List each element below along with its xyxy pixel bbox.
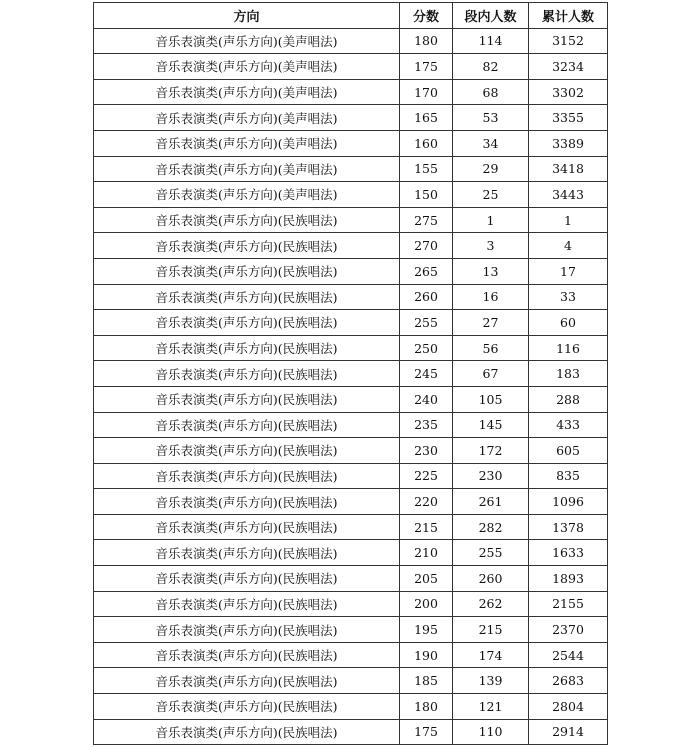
score-distribution-table — [93, 2, 608, 745]
cell-segment-count: 139 — [453, 668, 529, 694]
cell-cumulative-count: 183 — [529, 361, 608, 387]
cell-segment-count: 230 — [453, 463, 529, 489]
cell-segment-count: 56 — [453, 335, 529, 361]
table-row — [94, 514, 608, 540]
table-row — [94, 642, 608, 668]
cell-score: 265 — [400, 258, 453, 284]
cell-direction: 音乐表演类(声乐方向)(民族唱法) — [94, 489, 400, 515]
cell-direction: 音乐表演类(声乐方向)(美声唱法) — [94, 156, 400, 182]
cell-direction: 音乐表演类(声乐方向)(民族唱法) — [94, 591, 400, 617]
table-row — [94, 719, 608, 745]
cell-cumulative-count: 3302 — [529, 79, 608, 105]
cell-segment-count: 16 — [453, 284, 529, 310]
cell-cumulative-count: 2370 — [529, 617, 608, 643]
cell-segment-count: 29 — [453, 156, 529, 182]
cell-segment-count: 105 — [453, 386, 529, 412]
cell-score: 155 — [400, 156, 453, 182]
cell-direction: 音乐表演类(声乐方向)(美声唱法) — [94, 54, 400, 80]
cell-segment-count: 262 — [453, 591, 529, 617]
cell-cumulative-count: 2544 — [529, 642, 608, 668]
cell-score: 215 — [400, 514, 453, 540]
table-row — [94, 28, 608, 54]
cell-direction: 音乐表演类(声乐方向)(民族唱法) — [94, 540, 400, 566]
cell-direction: 音乐表演类(声乐方向)(美声唱法) — [94, 28, 400, 54]
cell-segment-count: 82 — [453, 54, 529, 80]
cell-score: 210 — [400, 540, 453, 566]
cell-score: 270 — [400, 233, 453, 259]
cell-cumulative-count: 288 — [529, 386, 608, 412]
header-direction: 方向 — [94, 3, 400, 29]
table-row — [94, 79, 608, 105]
table-row — [94, 361, 608, 387]
table-row — [94, 335, 608, 361]
cell-score: 190 — [400, 642, 453, 668]
cell-segment-count: 172 — [453, 438, 529, 464]
cell-score: 255 — [400, 310, 453, 336]
cell-cumulative-count: 116 — [529, 335, 608, 361]
table-row — [94, 438, 608, 464]
cell-segment-count: 34 — [453, 130, 529, 156]
table-row — [94, 540, 608, 566]
cell-segment-count: 3 — [453, 233, 529, 259]
table-row — [94, 207, 608, 233]
cell-cumulative-count: 2914 — [529, 719, 608, 745]
cell-segment-count: 110 — [453, 719, 529, 745]
cell-direction: 音乐表演类(声乐方向)(民族唱法) — [94, 438, 400, 464]
cell-score: 235 — [400, 412, 453, 438]
cell-direction: 音乐表演类(声乐方向)(民族唱法) — [94, 566, 400, 592]
cell-direction: 音乐表演类(声乐方向)(民族唱法) — [94, 207, 400, 233]
cell-score: 230 — [400, 438, 453, 464]
table-row — [94, 566, 608, 592]
table-body — [94, 28, 608, 745]
cell-direction: 音乐表演类(声乐方向)(民族唱法) — [94, 514, 400, 540]
cell-direction: 音乐表演类(声乐方向)(民族唱法) — [94, 258, 400, 284]
cell-score: 175 — [400, 54, 453, 80]
header-segment-count: 段内人数 — [453, 3, 529, 29]
cell-cumulative-count: 3389 — [529, 130, 608, 156]
cell-direction: 音乐表演类(声乐方向)(民族唱法) — [94, 617, 400, 643]
cell-cumulative-count: 1893 — [529, 566, 608, 592]
cell-segment-count: 261 — [453, 489, 529, 515]
table-row — [94, 182, 608, 208]
cell-direction: 音乐表演类(声乐方向)(美声唱法) — [94, 79, 400, 105]
cell-cumulative-count: 835 — [529, 463, 608, 489]
cell-score: 180 — [400, 694, 453, 720]
table-row — [94, 668, 608, 694]
table-row — [94, 489, 608, 515]
cell-cumulative-count: 33 — [529, 284, 608, 310]
cell-direction: 音乐表演类(声乐方向)(民族唱法) — [94, 668, 400, 694]
cell-segment-count: 27 — [453, 310, 529, 336]
cell-cumulative-count: 3443 — [529, 182, 608, 208]
cell-direction: 音乐表演类(声乐方向)(民族唱法) — [94, 335, 400, 361]
cell-score: 275 — [400, 207, 453, 233]
cell-direction: 音乐表演类(声乐方向)(美声唱法) — [94, 105, 400, 131]
cell-cumulative-count: 17 — [529, 258, 608, 284]
cell-cumulative-count: 3234 — [529, 54, 608, 80]
table-row — [94, 258, 608, 284]
cell-segment-count: 260 — [453, 566, 529, 592]
cell-score: 205 — [400, 566, 453, 592]
cell-cumulative-count: 3355 — [529, 105, 608, 131]
cell-score: 220 — [400, 489, 453, 515]
table-row — [94, 310, 608, 336]
cell-direction: 音乐表演类(声乐方向)(美声唱法) — [94, 130, 400, 156]
cell-cumulative-count: 3152 — [529, 28, 608, 54]
table-row — [94, 54, 608, 80]
cell-direction: 音乐表演类(声乐方向)(民族唱法) — [94, 694, 400, 720]
cell-score: 170 — [400, 79, 453, 105]
cell-direction: 音乐表演类(声乐方向)(民族唱法) — [94, 233, 400, 259]
header-cumulative-count: 累计人数 — [529, 3, 608, 29]
cell-cumulative-count: 1633 — [529, 540, 608, 566]
cell-segment-count: 68 — [453, 79, 529, 105]
cell-cumulative-count: 3418 — [529, 156, 608, 182]
cell-segment-count: 121 — [453, 694, 529, 720]
table-row — [94, 156, 608, 182]
header-row — [94, 3, 608, 29]
table-row — [94, 233, 608, 259]
cell-score: 160 — [400, 130, 453, 156]
cell-score: 225 — [400, 463, 453, 489]
cell-cumulative-count: 605 — [529, 438, 608, 464]
cell-cumulative-count: 2155 — [529, 591, 608, 617]
cell-score: 185 — [400, 668, 453, 694]
cell-score: 240 — [400, 386, 453, 412]
cell-score: 175 — [400, 719, 453, 745]
cell-segment-count: 13 — [453, 258, 529, 284]
cell-cumulative-count: 433 — [529, 412, 608, 438]
cell-score: 195 — [400, 617, 453, 643]
cell-cumulative-count: 1096 — [529, 489, 608, 515]
cell-segment-count: 67 — [453, 361, 529, 387]
cell-direction: 音乐表演类(声乐方向)(民族唱法) — [94, 719, 400, 745]
cell-direction: 音乐表演类(声乐方向)(民族唱法) — [94, 642, 400, 668]
table-header — [94, 3, 608, 29]
cell-segment-count: 1 — [453, 207, 529, 233]
cell-segment-count: 145 — [453, 412, 529, 438]
table-row — [94, 591, 608, 617]
cell-direction: 音乐表演类(声乐方向)(民族唱法) — [94, 361, 400, 387]
cell-cumulative-count: 4 — [529, 233, 608, 259]
table-row — [94, 412, 608, 438]
cell-score: 200 — [400, 591, 453, 617]
cell-direction: 音乐表演类(声乐方向)(美声唱法) — [94, 182, 400, 208]
cell-direction: 音乐表演类(声乐方向)(民族唱法) — [94, 463, 400, 489]
table-row — [94, 617, 608, 643]
table-row — [94, 284, 608, 310]
cell-direction: 音乐表演类(声乐方向)(民族唱法) — [94, 412, 400, 438]
table-row — [94, 386, 608, 412]
cell-segment-count: 174 — [453, 642, 529, 668]
cell-segment-count: 215 — [453, 617, 529, 643]
cell-cumulative-count: 60 — [529, 310, 608, 336]
table-row — [94, 130, 608, 156]
cell-score: 260 — [400, 284, 453, 310]
table-row — [94, 105, 608, 131]
cell-direction: 音乐表演类(声乐方向)(民族唱法) — [94, 386, 400, 412]
cell-cumulative-count: 2683 — [529, 668, 608, 694]
cell-direction: 音乐表演类(声乐方向)(民族唱法) — [94, 284, 400, 310]
cell-cumulative-count: 2804 — [529, 694, 608, 720]
cell-cumulative-count: 1 — [529, 207, 608, 233]
cell-cumulative-count: 1378 — [529, 514, 608, 540]
cell-score: 150 — [400, 182, 453, 208]
cell-score: 165 — [400, 105, 453, 131]
cell-segment-count: 255 — [453, 540, 529, 566]
cell-direction: 音乐表演类(声乐方向)(民族唱法) — [94, 310, 400, 336]
cell-segment-count: 25 — [453, 182, 529, 208]
header-score: 分数 — [400, 3, 453, 29]
cell-score: 245 — [400, 361, 453, 387]
cell-segment-count: 114 — [453, 28, 529, 54]
table-row — [94, 463, 608, 489]
cell-segment-count: 282 — [453, 514, 529, 540]
cell-score: 250 — [400, 335, 453, 361]
cell-score: 180 — [400, 28, 453, 54]
cell-segment-count: 53 — [453, 105, 529, 131]
table-row — [94, 694, 608, 720]
